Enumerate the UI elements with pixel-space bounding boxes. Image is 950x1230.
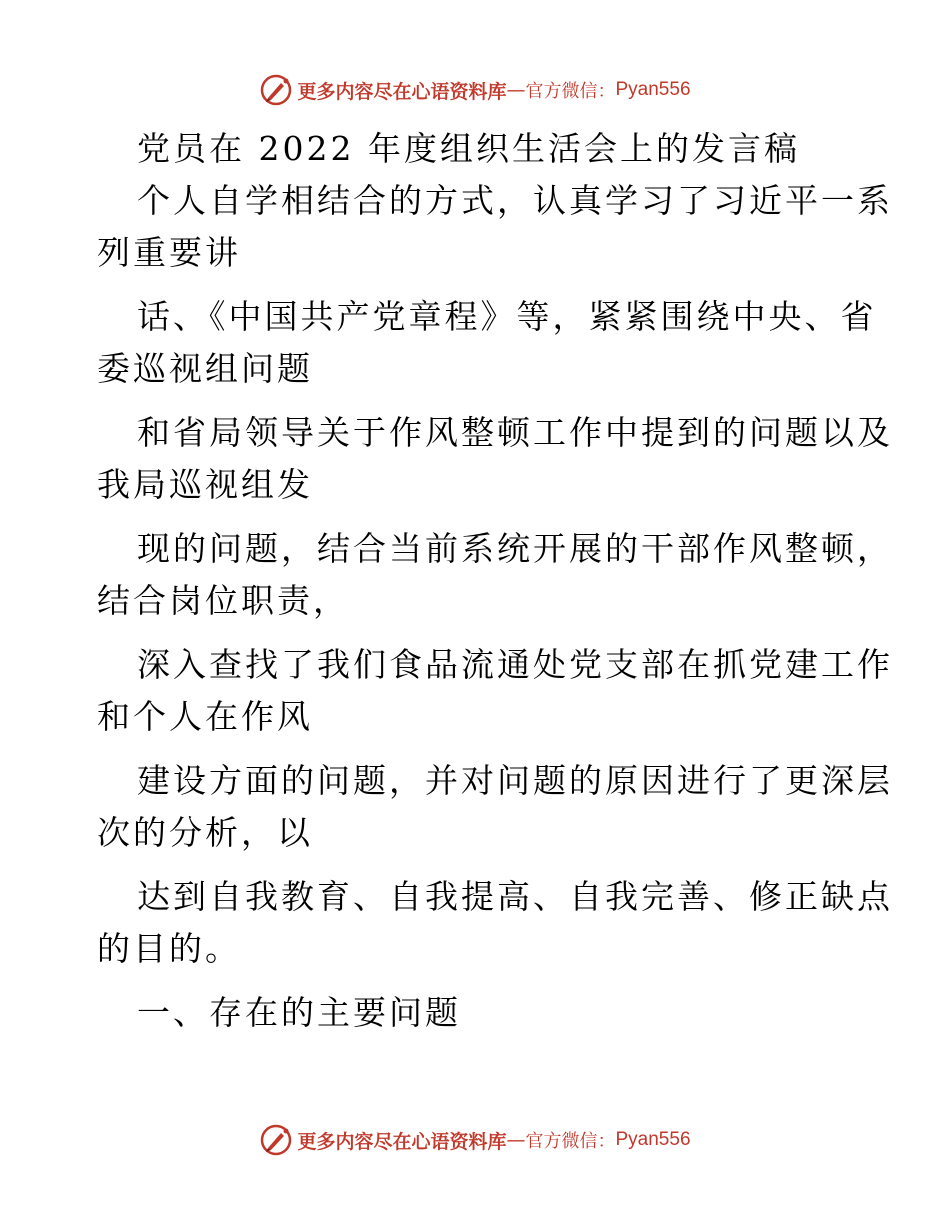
text-line: 委巡视组问题 bbox=[97, 349, 313, 388]
document-title: 党员在 2022 年度组织生活会上的发言稿 bbox=[137, 129, 800, 168]
text-line: 我局巡视组发 bbox=[97, 465, 313, 504]
text-line: 和个人在作风 bbox=[97, 697, 313, 736]
document-body bbox=[97, 123, 893, 1039]
banner-wechat-id: Pyan556 bbox=[615, 79, 691, 100]
text-line: 列重要讲 bbox=[97, 233, 241, 272]
text-line: 达到自我教育、自我提高、自我完善、修正缺点 bbox=[137, 877, 893, 916]
text-line: 和省局领导关于作风整顿工作中提到的问题以及 bbox=[137, 413, 893, 452]
text-line: 现的问题，结合当前系统开展的干部作风整顿， bbox=[137, 529, 893, 568]
banner-text: 更多内容尽在心语资料库 bbox=[297, 80, 507, 103]
banner-separator: — bbox=[506, 79, 526, 101]
pen-logo-icon bbox=[259, 1123, 293, 1157]
text-line: 个人自学相结合的方式，认真学习了习近平一系 bbox=[137, 181, 893, 220]
text-line: 建设方面的问题，并对问题的原因进行了更深层 bbox=[137, 761, 893, 800]
text-line: 次的分析，以 bbox=[97, 813, 313, 852]
banner-wechat-id: Pyan556 bbox=[615, 1129, 691, 1150]
text-line: 的目的。 bbox=[97, 929, 241, 968]
banner-wechat-label: 官方微信： bbox=[525, 1131, 616, 1152]
footer-banner bbox=[0, 1120, 950, 1160]
text-line: 深入查找了我们食品流通处党支部在抓党建工作 bbox=[137, 645, 893, 684]
text-line: 结合岗位职责， bbox=[97, 581, 349, 620]
banner-text: 更多内容尽在心语资料库 bbox=[297, 1130, 507, 1153]
pen-logo-icon bbox=[259, 73, 293, 107]
banner-separator: — bbox=[506, 1129, 526, 1151]
text-line: 话、《中国共产党章程》等，紧紧围绕中央、省 bbox=[137, 297, 877, 336]
header-banner bbox=[0, 70, 950, 110]
banner-wechat-label: 官方微信： bbox=[525, 81, 616, 102]
section-heading: 一、存在的主要问题 bbox=[137, 993, 461, 1032]
